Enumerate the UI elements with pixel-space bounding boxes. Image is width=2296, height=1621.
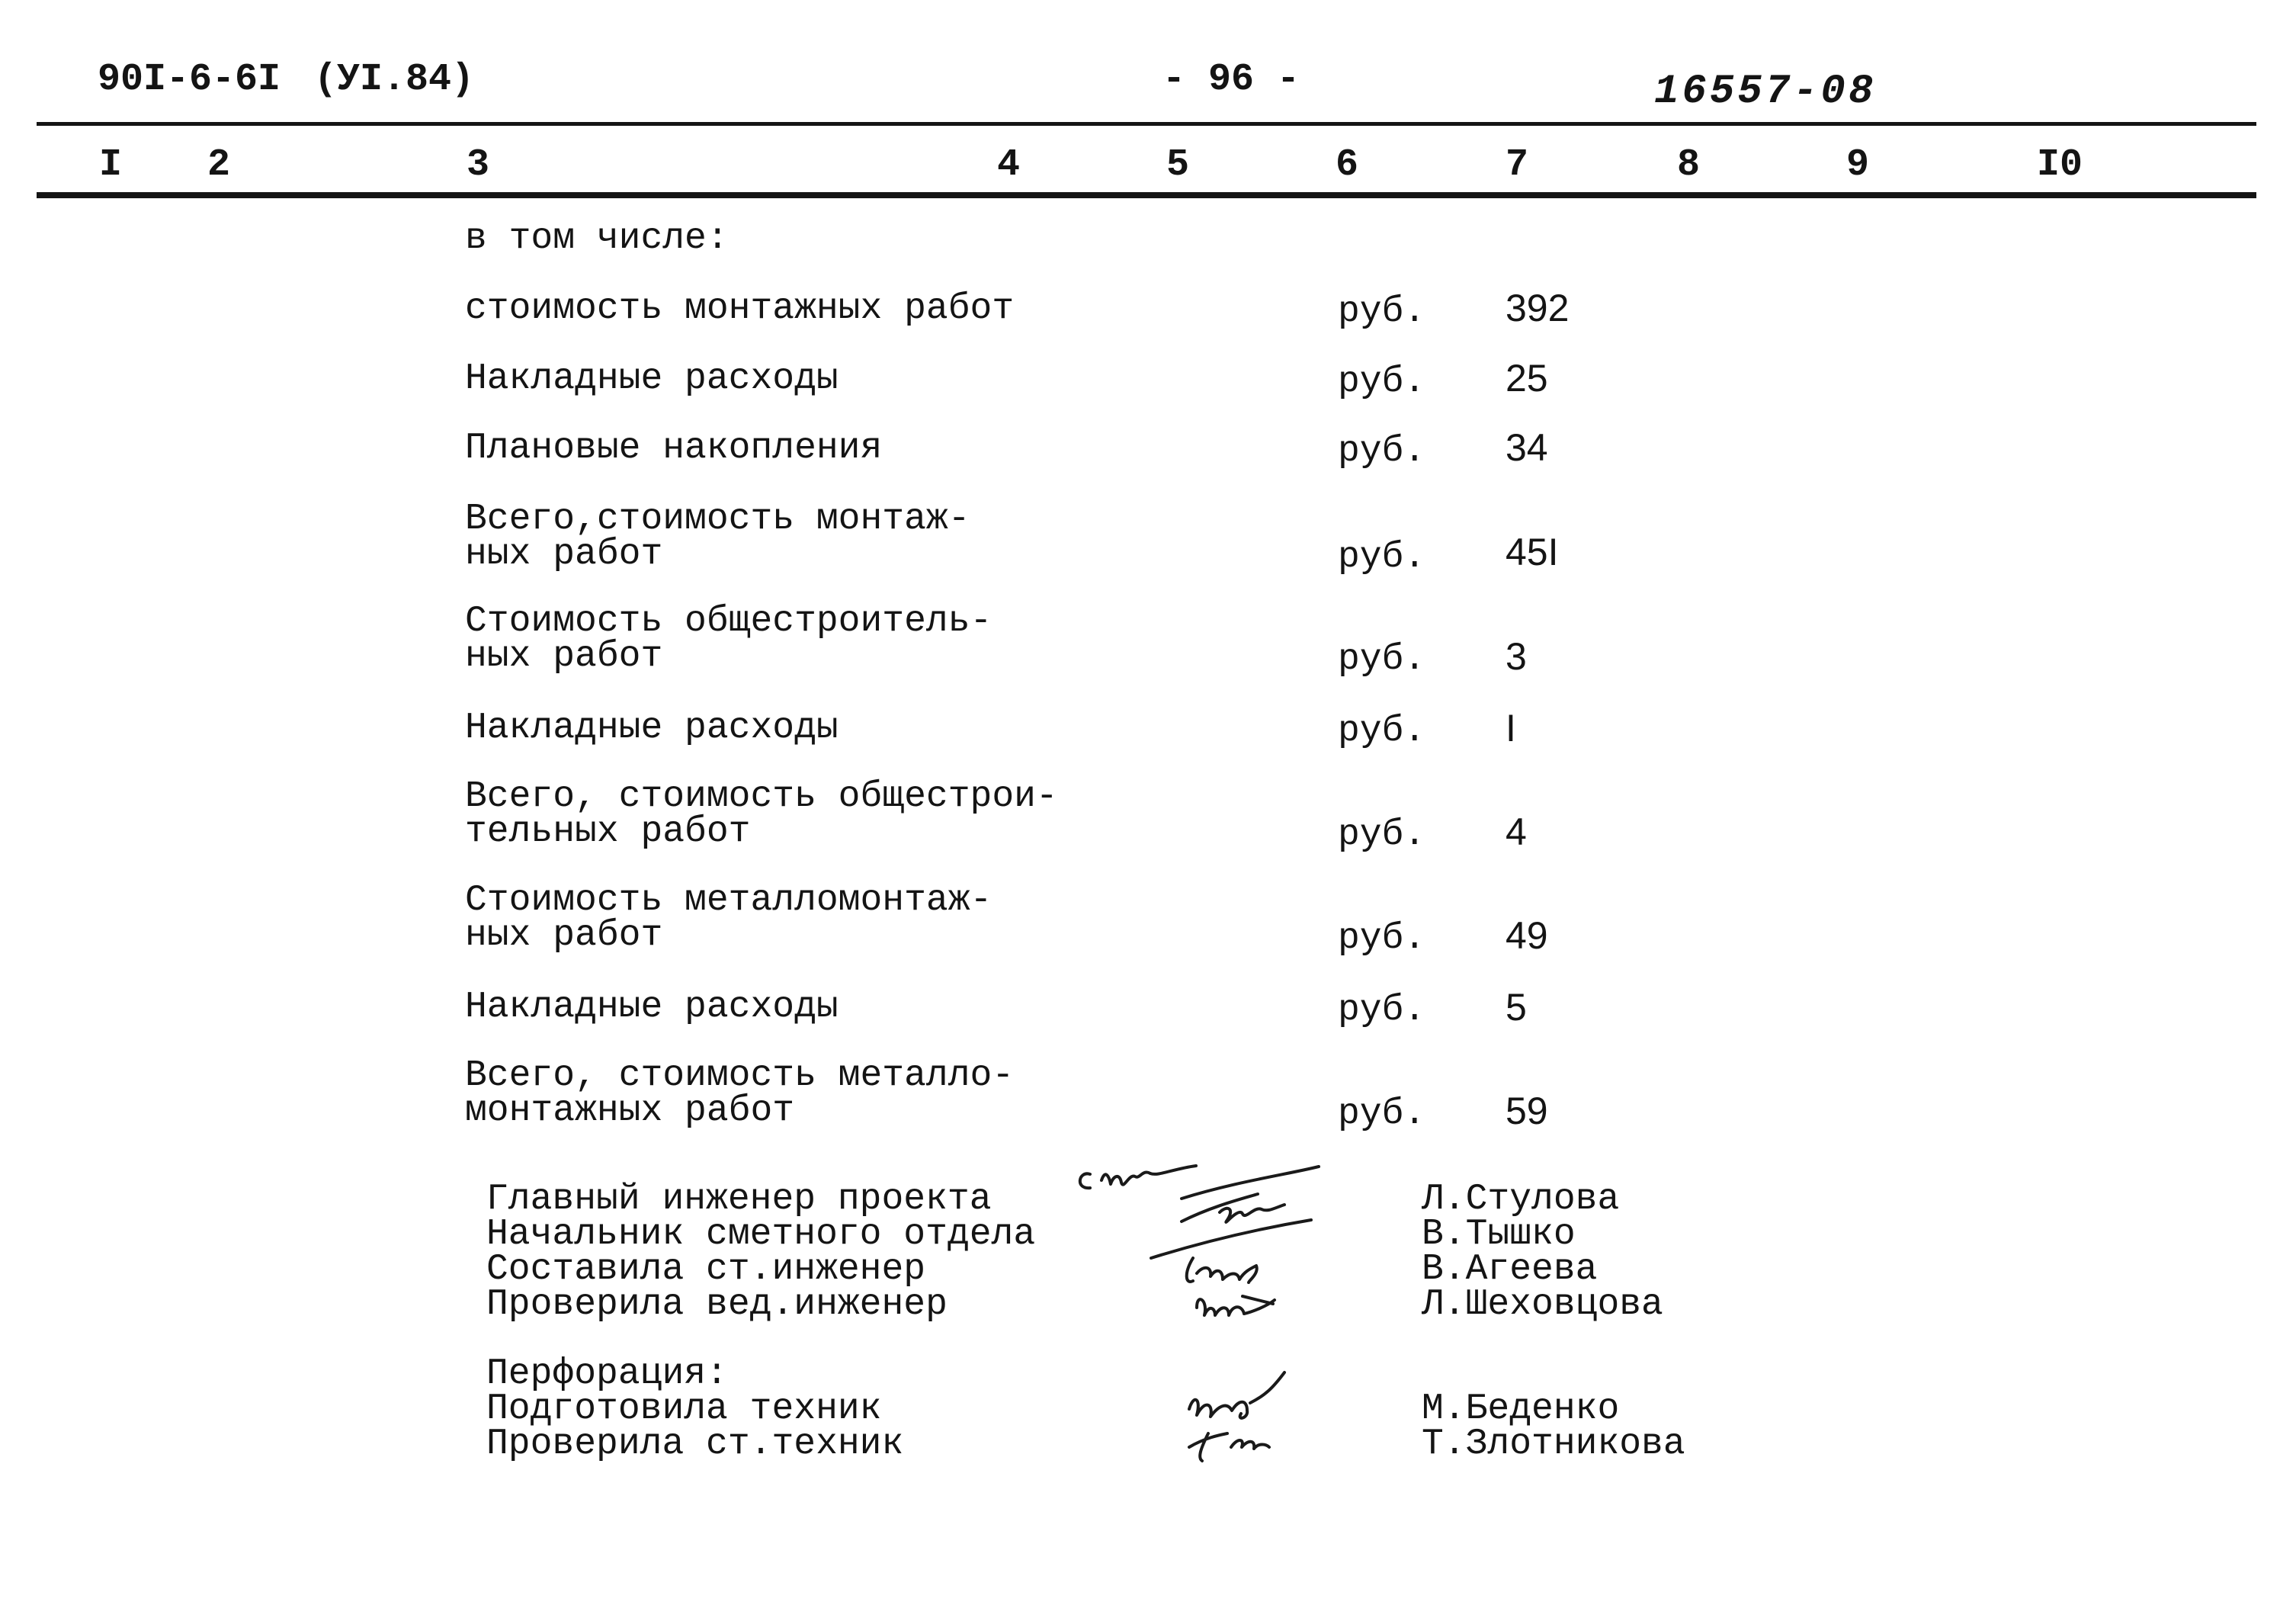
row-value: 4 (1506, 810, 1527, 853)
row-unit: руб. (1338, 431, 1426, 472)
signature-role: Составила ст.инженер (486, 1249, 926, 1290)
row-value: 392 (1506, 287, 1570, 329)
handwritten-signature (1067, 1144, 1403, 1464)
row-value: 25 (1506, 357, 1548, 400)
column-number-9: 9 (1846, 143, 1870, 187)
column-header-rule (37, 192, 2256, 198)
row-unit: руб. (1338, 814, 1426, 855)
row-label: Стоимость общестроитель- ных работ (465, 601, 992, 677)
row-unit: руб. (1338, 1093, 1426, 1135)
row-unit: руб. (1338, 291, 1426, 332)
signature-name: В.Тышко (1422, 1214, 1576, 1255)
column-number-2: 2 (207, 143, 231, 187)
row-unit: руб. (1338, 361, 1426, 403)
row-value: 3 (1506, 635, 1527, 678)
signature-role: Проверила ст.техник (486, 1424, 904, 1465)
row-unit: руб. (1338, 639, 1426, 680)
row-label: Стоимость металломонтаж- ных работ (465, 880, 992, 956)
signature-name: М.Беденко (1422, 1388, 1620, 1430)
signature-role: Начальник сметного отдела (486, 1214, 1036, 1255)
perforation-title: Перфорация: (486, 1353, 728, 1395)
column-number-4: 4 (997, 143, 1021, 187)
row-value: 45I (1506, 531, 1559, 573)
column-number-1: I (99, 143, 123, 187)
row-unit: руб. (1338, 990, 1426, 1031)
column-number-6: 6 (1336, 143, 1359, 187)
column-number-7: 7 (1506, 143, 1529, 187)
row-value: 49 (1506, 914, 1548, 957)
page-number: - 96 - (1162, 58, 1300, 101)
column-number-8: 8 (1677, 143, 1701, 187)
signature-role: Главный инженер проекта (486, 1179, 992, 1220)
row-label: в том числе: (465, 218, 729, 259)
row-label: Плановые накопления (465, 428, 883, 469)
signature-name: Т.Злотникова (1422, 1424, 1685, 1465)
row-label: Накладные расходы (465, 358, 839, 400)
row-label: Всего, стоимость общестрои- тельных работ (465, 776, 1058, 852)
row-value: 59 (1506, 1090, 1548, 1132)
document-code: 90I-6-6I (98, 58, 281, 101)
row-label: Всего, стоимость металло- монтажных работ (465, 1055, 1015, 1131)
signature-name: Л.Стулова (1422, 1179, 1620, 1220)
signature-role: Подготовила техник (486, 1388, 882, 1430)
signature-role: Проверила вед.инженер (486, 1284, 948, 1325)
row-label: Накладные расходы (465, 708, 839, 749)
inventory-number: 16557-08 (1654, 69, 1877, 115)
column-number-10: I0 (2037, 143, 2083, 187)
column-number-3: 3 (467, 143, 490, 187)
row-unit: руб. (1338, 537, 1426, 578)
row-value: 5 (1506, 986, 1527, 1029)
header-top-rule (37, 122, 2256, 126)
signature-name: В.Агеева (1422, 1249, 1598, 1290)
row-label: Накладные расходы (465, 987, 839, 1028)
row-label: Всего,стоимость монтаж- ных работ (465, 499, 970, 575)
signature-name: Л.Шеховцова (1422, 1284, 1663, 1325)
row-label: стоимость монтажных работ (465, 288, 1015, 329)
row-unit: руб. (1338, 711, 1426, 752)
column-number-5: 5 (1166, 143, 1190, 187)
row-value: 34 (1506, 426, 1548, 469)
document-date-code: (УI.84) (314, 58, 475, 101)
row-unit: руб. (1338, 918, 1426, 959)
row-value: I (1506, 707, 1516, 750)
